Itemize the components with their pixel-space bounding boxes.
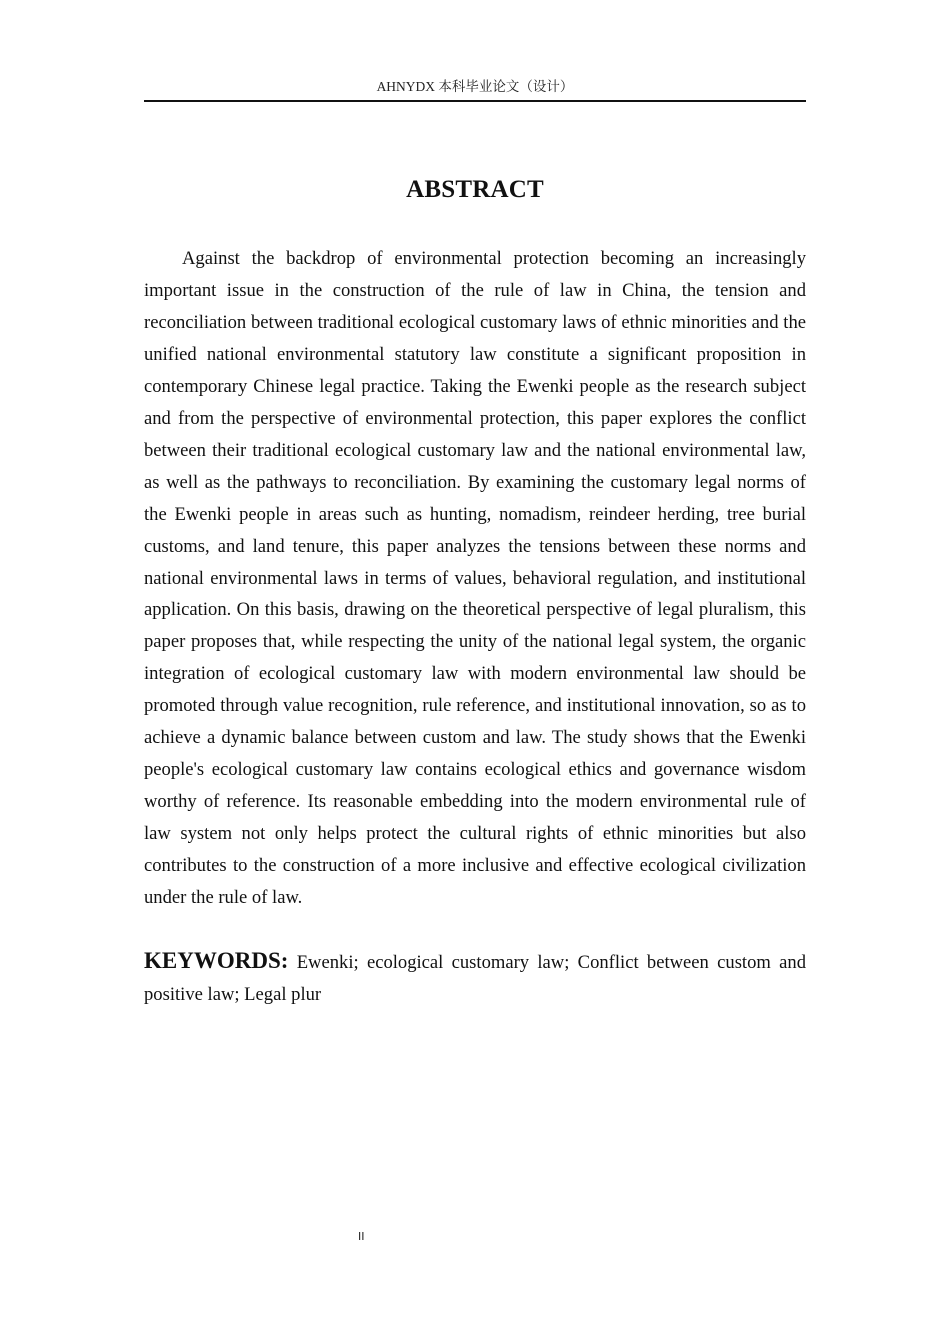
page-header: AHNYDX 本科毕业论文（设计） xyxy=(376,79,574,94)
header-divider xyxy=(144,100,806,102)
keywords-label: KEYWORDS: xyxy=(144,948,289,973)
page-title: ABSTRACT xyxy=(406,176,544,203)
abstract-body: Against the backdrop of environmental protection becoming an increasingly important issue in the construction of the rule of law in China, the tension and reconciliation between traditional ecological customary laws of ethnic minorities and the unified national environmental statutory law constitute a significant proposition in contemporary Chinese legal practice. Taking the Ewenki people as the research subject and from the perspective of environmental protection, this paper explores the conflict between their traditional ecological customary law and the national environmental law, as well as the pathways to reconciliation. By examining the customary legal norms of the Ewenki people in areas such as hunting, nomadism, reindeer herding, tree burial customs, and land tenure, this paper analyzes the tensions between these norms and national environmental laws in terms of values, behavioral regulation, and institutional application. On this basis, drawing on the theoretical perspective of legal pluralism, this paper proposes that, while respecting the unity of the national legal system, the organic integration of ecological customary law with modern environmental law should be promoted through value recognition, rule reference, and institutional innovation, so as to achieve a dynamic balance between custom and law. The study shows that the Ewenki people's ecological customary law contains ecological ethics and governance wisdom worthy of reference. Its reasonable embedding into the modern environmental rule of law system not only helps protect the cultural rights of ethnic minorities but also contributes to the construction of a more inclusive and effective ecological civilization under the rule of law. xyxy=(144,248,806,909)
keywords-paragraph xyxy=(144,945,806,1011)
page-number: II xyxy=(358,1230,365,1243)
keywords-text: Ewenki; ecological customary law; Conflict between custom and positive law; Legal plur xyxy=(144,952,806,1005)
